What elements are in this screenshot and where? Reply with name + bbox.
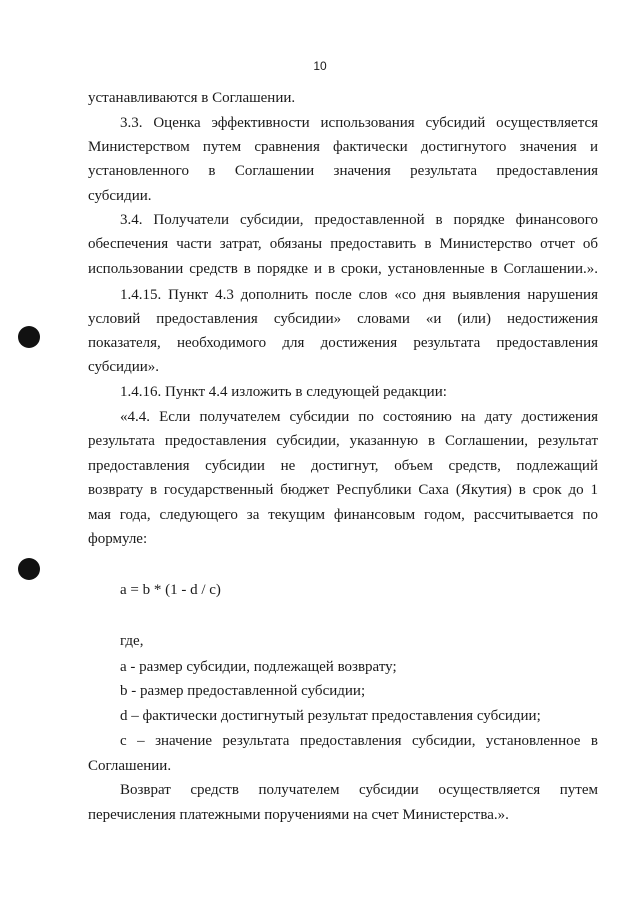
punch-hole [18,558,40,580]
text-line: c – значение результата предоставления субсидии, установленное в [120,733,598,749]
text-line: 1.4.15. Пункт 4.3 дополнить после слов «со дня выявления нарушения [120,287,598,303]
text-line: Соглашении. [88,758,172,774]
page-number: 10 [313,59,327,73]
text-line: субсидии». [88,359,160,375]
text-line: формуле: [88,531,148,547]
text-line: предоставления субсидии не достигнут, объем средств, подлежащий [88,458,598,474]
text-line: 3.3. Оценка эффективности использования субсидий осуществляется [120,115,598,131]
text-line: 3.4. Получатели субсидии, предоставленной в порядке финансового [120,212,598,228]
text-line: использовании средств в порядке и в сроки, установленные в Соглашении.». [88,261,598,277]
text-line: a - размер субсидии, подлежащей возврату; [120,659,397,675]
punch-hole [18,326,40,348]
text-line: установленного в Соглашении значения результата предоставления [88,163,598,179]
formula: a = b * (1 - d / c) [120,582,221,598]
text-line: b - размер предоставленной субсидии; [120,683,366,699]
text-line: мая года, следующего за текущим финансовым годом, рассчитывается по [88,507,598,523]
text-line: 1.4.16. Пункт 4.4 изложить в следующей редакции: [120,384,447,400]
text-line: устанавливаются в Соглашении. [88,90,296,106]
text-line: обеспечения части затрат, обязаны предоставить в Министерство отчет об [88,236,598,252]
text-line: показателя, необходимого для достижения результата предоставления [88,335,598,351]
text-line: «4.4. Если получателем субсидии по состоянию на дату достижения [120,409,598,425]
text-line: Возврат средств получателем субсидии осуществляется путем [120,782,598,798]
text-line: где, [120,633,144,649]
text-line: d – фактически достигнутый результат предоставления субсидии; [120,708,541,724]
text-line: перечисления платежными поручениями на счет Министерства.». [88,807,509,823]
text-line: Министерством путем сравнения фактически достигнутого значения и [88,139,598,155]
text-line: возврату в государственный бюджет Республики Саха (Якутия) в срок до 1 [88,482,598,498]
text-line: субсидии. [88,188,152,204]
text-line: результата предоставления субсидии, указанную в Соглашении, результат [88,433,598,449]
text-line: условий предоставления субсидии» словами «и (или) недостижения [88,311,598,327]
